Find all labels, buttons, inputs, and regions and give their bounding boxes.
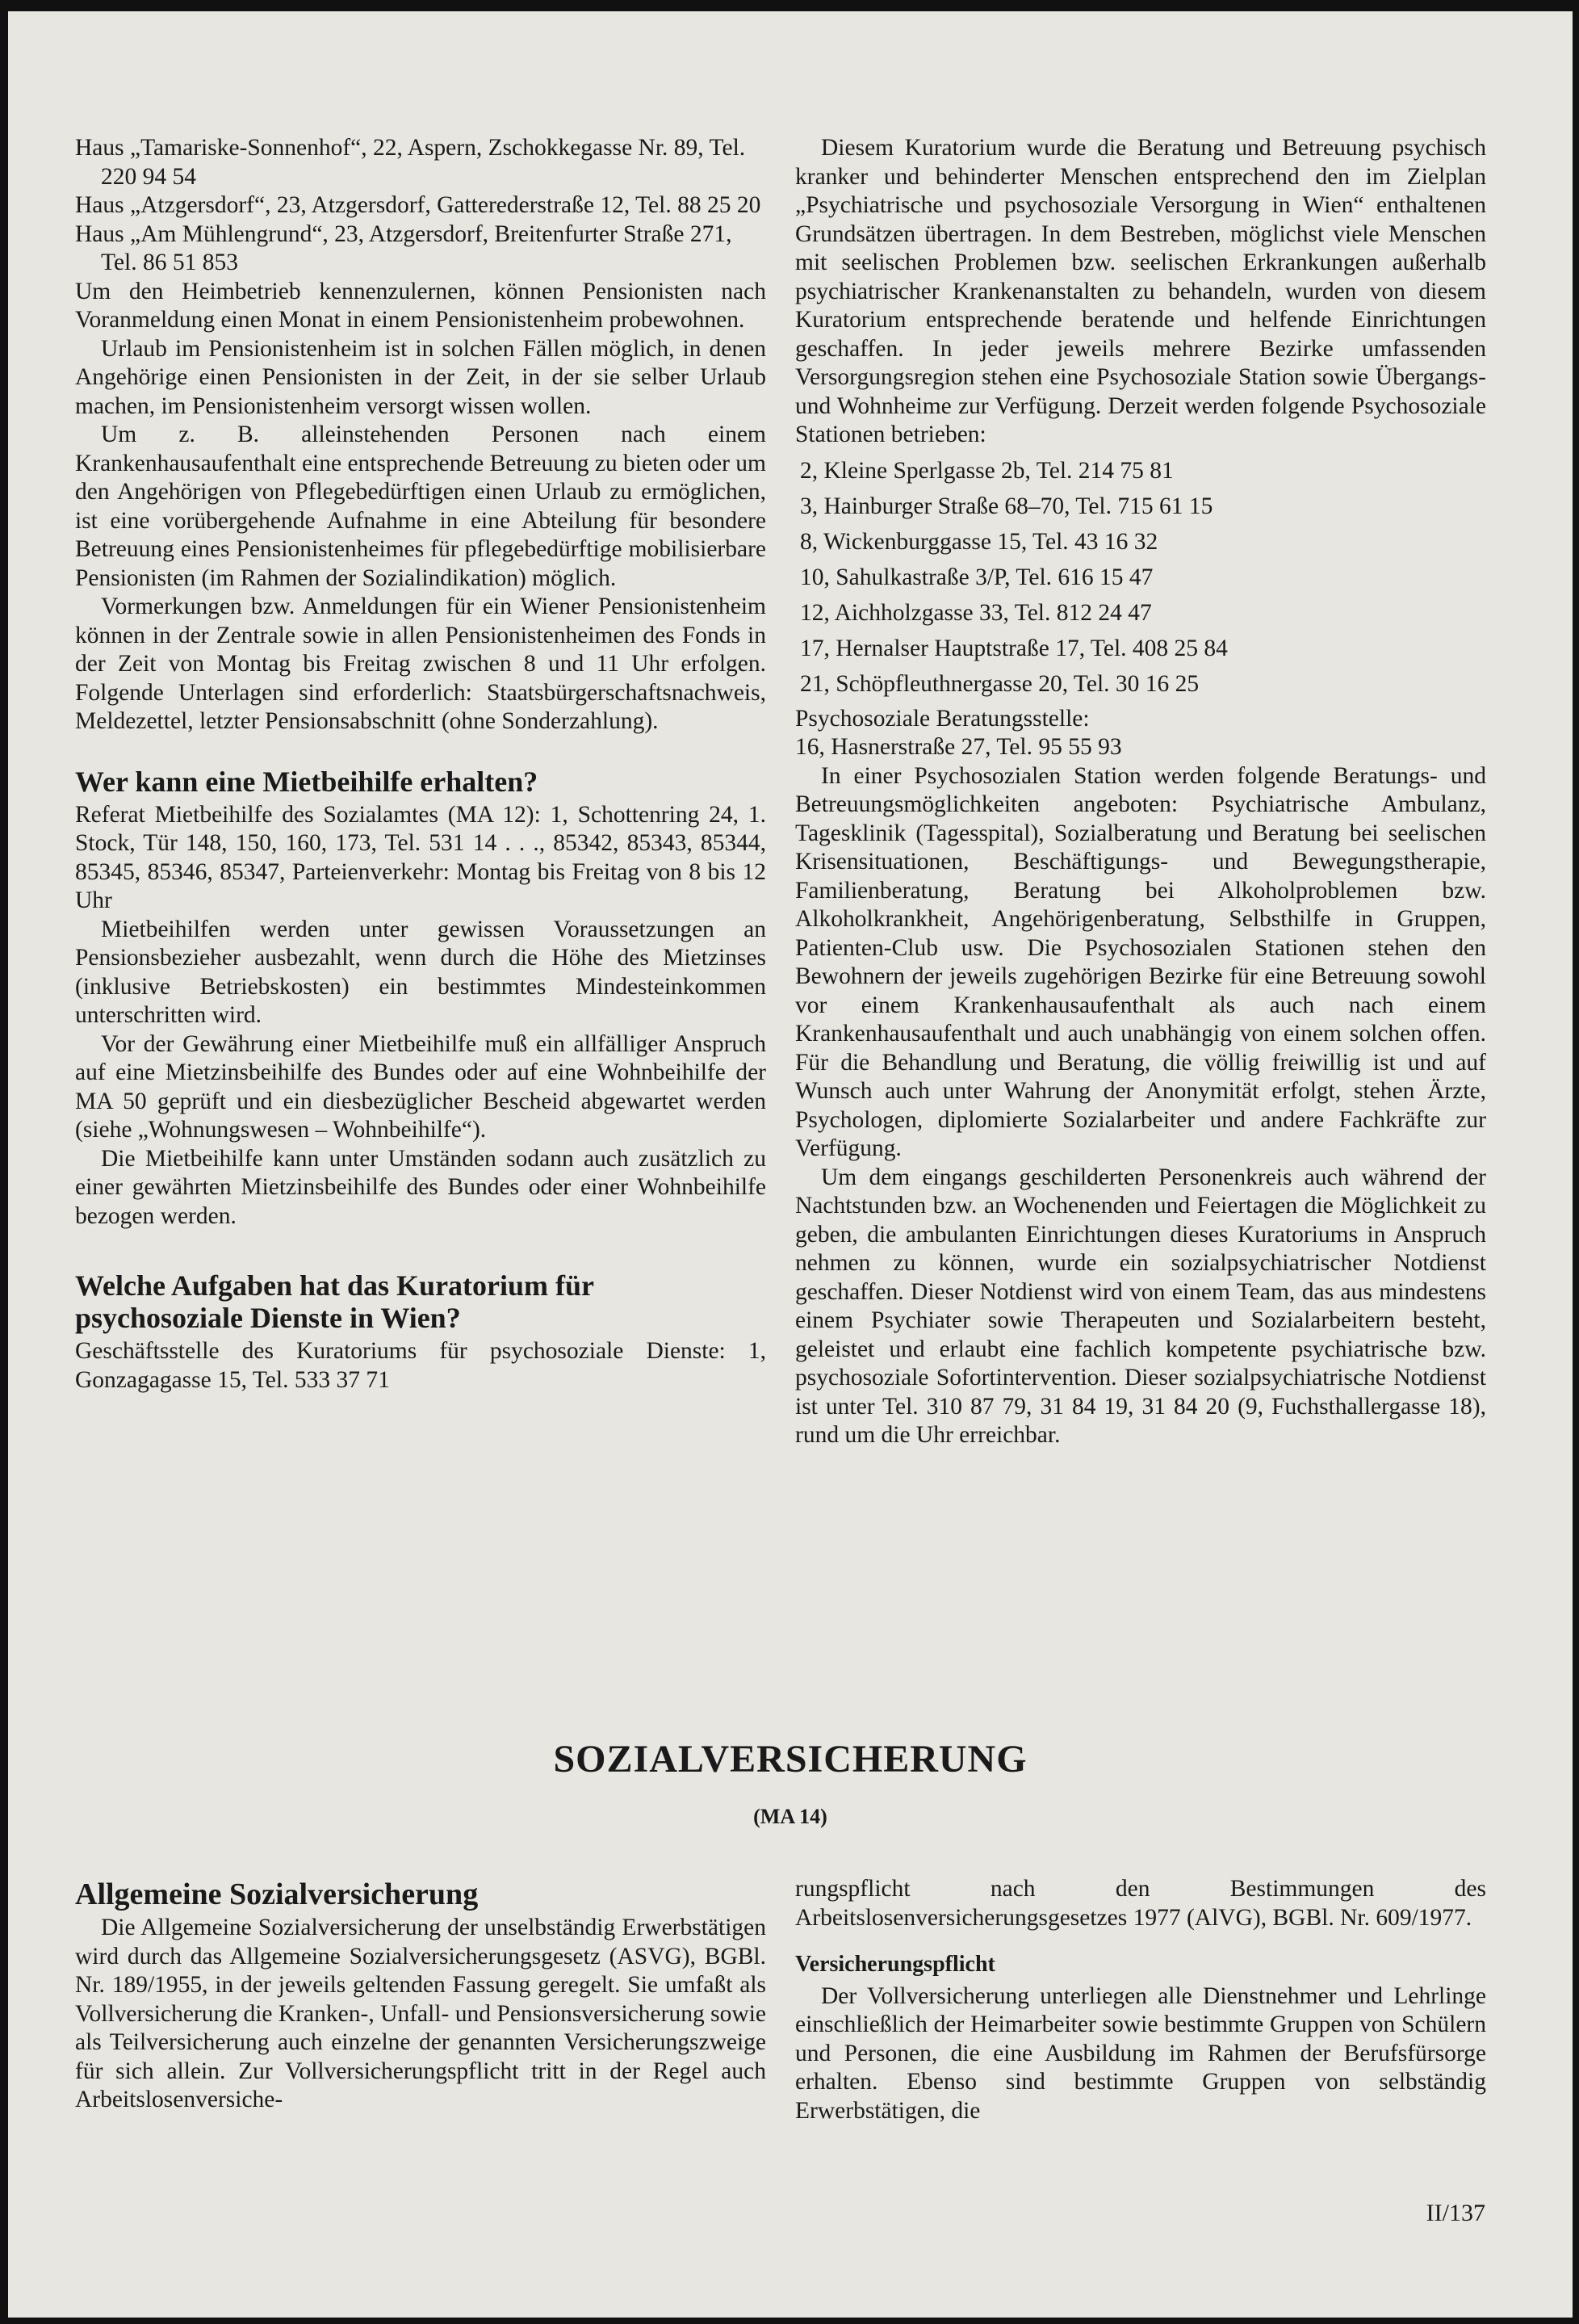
address-muehlengrund: Haus „Am Mühlengrund“, 23, Atzgersdorf, Breitenfurter Straße 271, Tel. 86 51 853 (75, 220, 732, 275)
bottom-left-column (75, 1878, 766, 2115)
paragraph-referat-mietbeihilfe: Referat Mietbeihilfe des Sozialamtes (MA 12): 1, Schottenring 24, 1. Stock, Tür 148, 150, 160, 173, Tel. 531 14 . . ., 85342, 85343, 85344, 85345, 85346, 85347, Parteienverkehr: Montag bis Freitag von 8 bis 12 Uhr (75, 801, 766, 913)
beratungsstelle-label: Psychosoziale Beratungsstelle: (795, 705, 1090, 732)
list-item: 8, Wickenburggasse 15, Tel. 43 16 32 (800, 528, 1158, 555)
list-item: 3, Hainburger Straße 68–70, Tel. 715 61 15 (800, 493, 1213, 519)
list-item: 2, Kleine Sperlgasse 2b, Tel. 214 75 81 (800, 457, 1174, 484)
heading-versicherungspflicht: Versicherungspflicht (795, 1952, 995, 1977)
section-subtitle: (MA 14) (753, 1805, 827, 1828)
paragraph-mietbeihilfe-voraussetzungen: Mietbeihilfen werden unter gewissen Voraussetzungen an Pensionsbezieher ausbezahlt, wenn durch die Höhe des Mietzinses (inklusive Betriebskosten) ein bestimmtes Mindesteinkommen unterschritten wird. (75, 916, 766, 1028)
list-item: 21, Schöpfleuthnergasse 20, Tel. 30 16 25 (800, 670, 1200, 697)
beratungsstelle-address: 16, Hasnerstraße 27, Tel. 95 55 93 (795, 734, 1122, 760)
paragraph-notdienst: Um dem eingangs geschilderten Personenkreis auch während der Nachtstunden bzw. an Wochenenden und Feiertagen die Möglichkeit zu geben, die ambulanten Einrichtungen dieses Kuratoriums in Anspruch nehmen zu können, wurde ein sozialpsychiatrischer Notdienst geschaffen. Dieser Notdienst wird von einem Team, das aus mindestens einem Psychiater sowie Therapeuten und Sozialarbeitern besteht, geleistet und erlaubt eine fachlich kompetente psychiatrische bzw. psychosoziale Sofortintervention. Dieser sozialpsychiatrische Notdienst ist unter Tel. 310 87 79, 31 84 19, 31 84 20 (9, Fuchsthallergasse 18), rund um die Uhr erreichbar. (795, 1164, 1486, 1448)
paragraph-mietbeihilfe-gewaehrung: Vor der Gewährung einer Mietbeihilfe muß ein allfälliger Anspruch auf eine Mietzinsbeihilfe des Bundes oder auf eine Wohnbeihilfe der MA 50 geprüft und ein diesbezüglicher Bescheid abgewartet werden (siehe „Wohnungswesen – Wohnbeihilfe“). (75, 1030, 766, 1143)
paragraph-urlaub: Urlaub im Pensionistenheim ist in solchen Fällen möglich, in denen Angehörige einen Pensionisten in der Zeit, in der sie selber Urlaub machen, im Pensionistenheim versorgt wissen wollen. (75, 335, 766, 419)
paragraph-geschaeftsstelle: Geschäftsstelle des Kuratoriums für psychosoziale Dienste: 1, Gonzagagasse 15, Tel. 533 37 71 (75, 1338, 766, 1393)
address-atzgersdorf: Haus „Atzgersdorf“, 23, Atzgersdorf, Gatterederstraße 12, Tel. 88 25 20 (75, 192, 761, 218)
paragraph-vormerkungen: Vormerkungen bzw. Anmeldungen für ein Wiener Pensionistenheim können in der Zentrale sowie in allen Pensionistenheimen des Fonds in der Zeit von Montag bis Freitag zwischen 8 und 11 Uhr erfolgen. Folgende Unterlagen sind erforderlich: Staatsbürgerschaftsnachweis, Meldezettel, letzter Pensionsabschnitt (ohne Sonderzahlung). (75, 594, 766, 734)
address-tamariske: Haus „Tamariske-Sonnenhof“, 22, Aspern, Zschokkegasse Nr. 89, Tel. 220 94 54 (75, 135, 746, 190)
paragraph-mietbeihilfe-zusaetzlich: Die Mietbeihilfe kann unter Umständen sodann auch zusätzlich zu einer gewährten Mietzinsbeihilfe des Bundes oder einer Wohnbeihilfe bezogen werden. (75, 1145, 766, 1229)
section-title: SOZIALVERSICHERUNG (553, 1738, 1028, 1781)
paragraph-probewohnen: Um den Heimbetrieb kennenzulernen, können Pensionisten nach Voranmeldung einen Monat in einem Pensionistenheim probewohnen. (75, 278, 766, 333)
bottom-right-column (795, 1875, 1486, 2125)
document-page (8, 11, 1573, 2318)
station-list (795, 453, 1486, 702)
page-number: II/137 (1426, 2200, 1485, 2226)
paragraph-betreuung: Um z. B. alleinstehenden Personen nach einem Krankenhausaufenthalt eine entsprechende Betreuung zu bieten oder um den Angehörigen von Pflegebedürftigen einen Urlaub zu ermöglichen, ist eine vorübergehende Aufnahme in eine Abteilung für besondere Betreuung eines Pensionistenheimes für pflegebedürftige mobilisierbare Pensionisten (im Rahmen der Sozialindikation) möglich. (75, 422, 766, 591)
heading-allgemeine-sozialversicherung: Allgemeine Sozialversicherung (75, 1877, 479, 1911)
left-column (75, 134, 766, 1395)
list-item: 17, Hernalser Hauptstraße 17, Tel. 408 25 84 (800, 635, 1228, 661)
list-item: 12, Aichholzgasse 33, Tel. 812 24 47 (800, 599, 1152, 626)
paragraph-kuratorium-intro: Diesem Kuratorium wurde die Beratung und Betreuung psychisch kranker und behinderter Menschen entsprechend den im Zielplan „Psychiatrische und psychosoziale Versorgung in Wien“ enthaltenen Grundsätzen übertragen. In dem Bestreben, möglichst viele Menschen mit seelischen Problemen bzw. seelischen Erkrankungen außerhalb psychiatrischer Krankenanstalten zu behandeln, wurden von diesem Kuratorium entsprechende beratende und helfende Einrichtungen geschaffen. In jeder jeweils mehrere Bezirke umfassenden Versorgungsregion stehen eine Psychosoziale Station sowie Übergangs- und Wohnheime zur Verfügung. Derzeit werden folgende Psychosoziale Stationen betrieben: (795, 135, 1486, 447)
heading-mietbeihilfe: Wer kann eine Mietbeihilfe erhalten? (75, 765, 538, 798)
paragraph-alvg-continuation: rungspflicht nach den Bestimmungen des Arbeitslosenversicherungsgesetzes 1977 (AlVG), BGBl. Nr. 609/1977. (795, 1876, 1486, 1931)
paragraph-angebote: In einer Psychosozialen Station werden folgende Beratungs- und Betreuungsmöglichkeiten angeboten: Psychiatrische Ambulanz, Tagesklinik (Tagesspital), Sozialberatung und Beratung bei seelischen Krisensituationen, Beschäftigungs- und Bewegungstherapie, Familienberatung, Beratung bei Alkoholproblemen bzw. Alkoholkrankheit, Angehörigenberatung, Selbsthilfe in Gruppen, Patienten-Club usw. Die Psychosozialen Stationen stehen den Bewohnern der jeweils zugehörigen Bezirke für eine Betreuung sowohl vor einem Krankenhausaufenthalt als auch nach einem Krankenhausaufenthalt und auch unabhängig von einem solchen offen. Für die Behandlung und Beratung, die völlig freiwillig ist und auf Wunsch auch unter Wahrung der Anonymität erfolgt, stehen Ärzte, Psychologen, diplomierte Sozialarbeiter und andere Fachkräfte zur Verfügung. (795, 762, 1486, 1161)
heading-kuratorium: Welche Aufgaben hat das Kuratorium für psychosoziale Dienste in Wien? (75, 1269, 594, 1334)
paragraph-asvg: Die Allgemeine Sozialversicherung der unselbständig Erwerbstätigen wird durch das Allgemeine Sozialversicherungsgesetz (ASVG), BGBl. Nr. 189/1955, in der jeweils geltenden Fassung geregelt. Sie umfaßt als Vollversicherung die Kranken-, Unfall- und Pensionsversicherung sowie als Teilversicherung auch einzelne der genannten Versicherungszweige für sich allein. Zur Vollversicherungspflicht tritt in der Regel auch Arbeitslosenversiche- (75, 1915, 766, 2112)
paragraph-vollversicherung: Der Vollversicherung unterliegen alle Dienstnehmer und Lehrlinge einschließlich der Heimarbeiter sowie bestimmte Gruppen von Schülern und Personen, die eine Ausbildung im Rahmen der Berufsfürsorge erhalten. Ebenso sind bestimmte Gruppen von selbständig Erwerbstätigen, die (795, 1982, 1486, 2124)
right-column (795, 134, 1486, 1450)
list-item: 10, Sahulkastraße 3/P, Tel. 616 15 47 (800, 564, 1154, 590)
